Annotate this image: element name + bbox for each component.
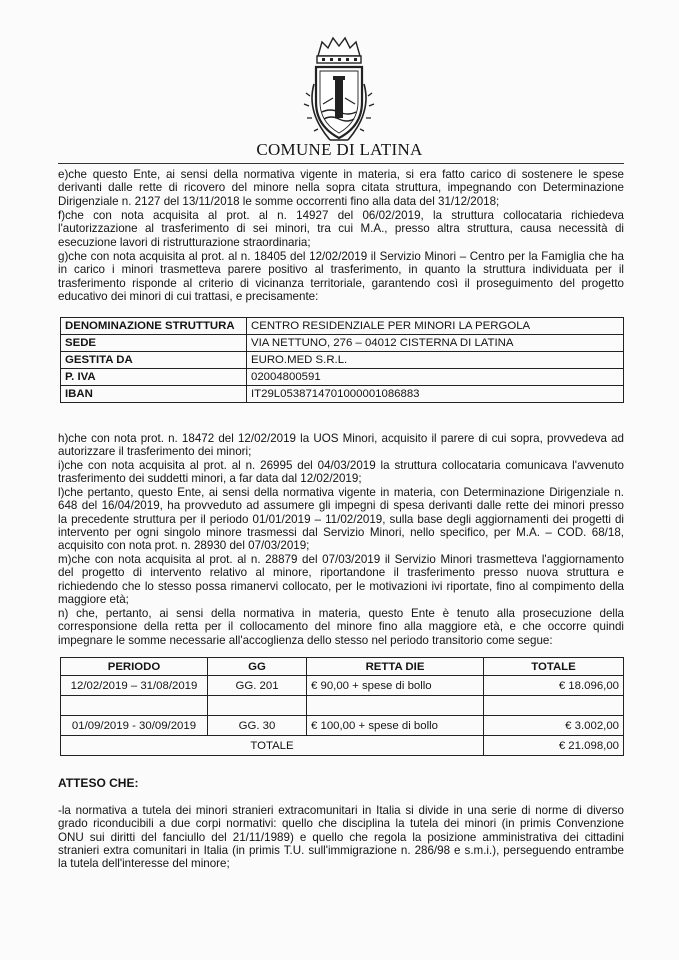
paragraph-n: n) che, pertanto, ai sensi della normativa in materia, questo Ente è tenuto alla prosecuzione della corresponsione della retta per il collocamento del minore fino alla maggiore età, e che occorre quindi impegnare le somme necessarie all'accoglienza dello stesso nel periodo transitorio come segue:: [58, 607, 624, 647]
paragraph-e: e)che questo Ente, ai sensi della normativa vigente in materia, si era fatto carico di sostenere le spese derivanti dalle rette di ricovero del minore nella sopra citata struttura, impegnando con Determinazione Dirigenziale n. 2127 del 13/11/2018 le somme occorrenti fino alla data del 31/12/2018;: [58, 168, 624, 208]
period-cell: 01/09/2019 - 30/09/2019: [61, 716, 208, 736]
row-label: P. IVA: [61, 369, 247, 386]
paragraph-i: i)che con nota acquisita al prot. al n. 26995 del 04/03/2019 la struttura collocataria comunicava l'avvenuto trasferimento dei suddetti minori, a far data dal 12/02/2019;: [58, 459, 624, 486]
paragraph-normativa: -la normativa a tutela dei minori stranieri extracomunitari in Italia si divide in una serie di norme di diverso grado riconducibili a due corpi normativi: quello che disciplina la tutela dei minori (in primis Convenzione ONU sui diritti del fanciullo del 21/11/1989) e quello che regola la posizione amministrativa dei cittadini stranieri extra comunitari in Italia (in primis T.U. sull'immigrazione n. 286/98 e s.m.i.), perseguendo entrambe la tutela dell'interesse del minore;: [58, 804, 624, 871]
structure-table: [60, 317, 624, 403]
table-row: [61, 369, 624, 386]
section-heading: ATTESO CHE:: [58, 776, 139, 790]
table-row: [61, 716, 624, 736]
daily-rate-cell: € 100,00 + spese di bollo: [307, 716, 484, 736]
row-label: DENOMINAZIONE STRUTTURA: [61, 318, 247, 335]
paragraph-l: l)che pertanto, questo Ente, ai sensi della normativa vigente in materia, con Determinazione Dirigenziale n. 648 del 16/04/2019, ha provveduto ad assumere gli impegni di spesa derivanti dalle rette dei minori presso la precedente struttura per il periodo 01/01/2019 – 11/02/2019, sulla base degli aggiornamenti dei progetti di intervento per ogni singolo minore trasmessi dal Servizio Minori, nello specifico, per M.A. – COD. 68/18, acquisito con nota prot. n. 28930 del 07/03/2019;: [58, 486, 624, 553]
row-value: 02004800591: [247, 369, 624, 386]
spacer-row: [61, 696, 624, 716]
period-cell: 12/02/2019 – 31/08/2019: [61, 676, 208, 696]
table-row: [61, 318, 624, 335]
column-header: GG: [208, 658, 307, 676]
coat-of-arms-icon: [300, 34, 378, 146]
table-total-row: [61, 736, 624, 756]
table-header-row: [61, 658, 624, 676]
total-cell: € 18.096,00: [484, 676, 624, 696]
days-cell: GG. 30: [208, 716, 307, 736]
total-label: TOTALE: [61, 736, 484, 756]
payments-table: [60, 657, 624, 756]
days-cell: GG. 201: [208, 676, 307, 696]
row-label: SEDE: [61, 335, 247, 352]
row-value: IT29L0538714701000001086883: [247, 386, 624, 403]
column-header: TOTALE: [484, 658, 624, 676]
table-row: [61, 335, 624, 352]
municipality-name: COMUNE DI LATINA: [256, 140, 423, 159]
table-row: [61, 676, 624, 696]
column-header: PERIODO: [61, 658, 208, 676]
paragraph-f: f)che con nota acquisita al prot. al n. 14927 del 06/02/2019, la struttura collocataria richiedeva l'autorizzazione al trasferimento di sei minori, tra cui M.A., presso altra struttura, causa necessità di esecuzione lavori di ristrutturazione straordinaria;: [58, 209, 624, 249]
header-divider: [58, 163, 624, 164]
daily-rate-cell: € 90,00 + spese di bollo: [307, 676, 484, 696]
column-header: RETTA DIE: [307, 658, 484, 676]
row-value: EURO.MED S.R.L.: [247, 352, 624, 369]
table-row: [61, 386, 624, 403]
row-value: VIA NETTUNO, 276 – 04012 CISTERNA DI LATINA: [247, 335, 624, 352]
row-label: GESTITA DA: [61, 352, 247, 369]
table-row: [61, 352, 624, 369]
grand-total-cell: € 21.098,00: [484, 736, 624, 756]
row-label: IBAN: [61, 386, 247, 403]
total-cell: € 3.002,00: [484, 716, 624, 736]
paragraph-m: m)che con nota acquisita al prot. al n. 28879 del 07/03/2019 il Servizio Minori trasmetteva l'aggiornamento del progetto di intervento relativo al minore, riportandone il trasferimento presso nuova struttura e richiedendo che lo stesso possa rimanervi collocato, per le motivazioni ivi riportate, fino al compimento della maggiore età;: [58, 553, 624, 606]
row-value: CENTRO RESIDENZIALE PER MINORI LA PERGOLA: [247, 318, 624, 335]
paragraph-g: g)che con nota acquisita al prot. al n. 18405 del 12/02/2019 il Servizio Minori – Centro per la Famiglia che ha in carico i minori trasmetteva parere positivo al trasferimento, in quanto la struttura individuata per il trasferimento risponde al criterio di vicinanza territoriale, garantendo così il proseguimento del progetto educativo dei minori di cui trattasi, e precisamente:: [58, 250, 624, 303]
paragraph-h: h)che con nota prot. n. 18472 del 12/02/2019 la UOS Minori, acquisito il parere di cui sopra, provvedeva ad autorizzare il trasferimento dei minori;: [58, 432, 624, 459]
